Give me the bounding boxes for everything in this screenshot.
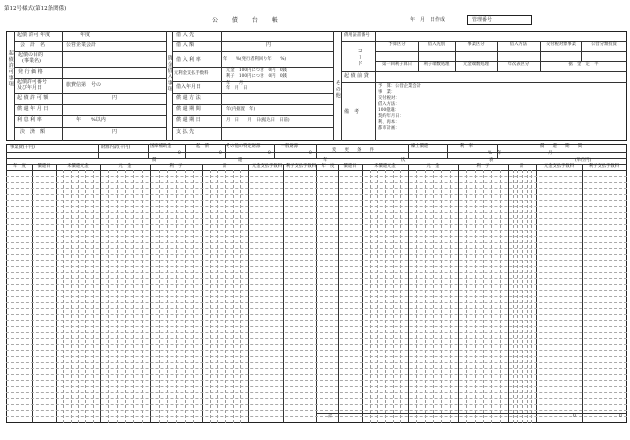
grid-row-line: [6, 206, 627, 207]
th-kisai: 起 債: [196, 144, 209, 149]
shoukan-kijitsu-value[interactable]: 月 日 月 日(据込日 日前): [226, 118, 290, 123]
grid-col-line: [458, 164, 459, 423]
grid-col-line: [56, 164, 57, 423]
grid-row-line: [6, 182, 627, 183]
total-value-2[interactable]: 0: [619, 414, 622, 419]
grid-row-line: [6, 236, 627, 237]
date-line: 年 月 日作成: [410, 17, 446, 23]
code-header-2: 借入先別: [427, 42, 446, 47]
hv-sonota[interactable]: 0: [268, 151, 271, 156]
kariire-riritsu-label: 借 入 利 率: [176, 57, 201, 63]
kariire-date-value-2[interactable]: 年 月 日: [226, 86, 248, 91]
col-rishi-r: 利 子: [476, 164, 490, 169]
shoukan-kikan-value[interactable]: 年(内据置 年): [226, 107, 256, 112]
grid-row-line: [6, 398, 627, 399]
gankin-label: 元利金支払手数料: [174, 71, 209, 76]
bikou-line-8: 都市計画：: [378, 126, 400, 131]
kariire-date-value[interactable]: 年 月: [226, 81, 244, 86]
th-zaigen: 財源内訳(千円): [101, 145, 131, 150]
grid-col-line: [202, 164, 203, 423]
code-header-3: 事業区分: [467, 42, 485, 47]
col-gankin-l: 元 金: [118, 164, 132, 169]
grid-row-line: [6, 188, 627, 189]
code-header-5: 交付税対象事業: [545, 42, 577, 47]
gankin-line-2[interactable]: 利子 100円につき 0円 0銭: [226, 74, 287, 79]
sub-nen: 年: [323, 158, 328, 163]
grid-col-line: [582, 164, 583, 423]
kessai-label: 決 済 額: [20, 129, 46, 135]
grid-col-line: [536, 164, 537, 423]
grid-row-line: [6, 386, 627, 387]
bikou-line-5: 100億違：: [378, 108, 400, 113]
col-kei-l: 計: [222, 164, 228, 169]
code-row2-header-4: 年次表区分: [507, 62, 530, 67]
unit-note: (単位円): [575, 158, 592, 163]
col-rishi-l: 利 子: [169, 164, 183, 169]
code-header-1: 予算区分: [388, 42, 406, 47]
grid-col-line: [283, 164, 284, 423]
kariire-date-label: 借入年月日: [176, 84, 202, 90]
code-header-6: 公営分類投資: [591, 42, 617, 47]
bikou-line-6: 契約年月日：: [378, 114, 404, 119]
grid-col-line: [316, 164, 317, 423]
risoku-value[interactable]: 年 %以内: [76, 117, 106, 123]
kyoka-bango-value[interactable]: 旅費信第 号の: [66, 82, 102, 88]
grid-row-line: [6, 344, 627, 345]
grid-row-line: [6, 380, 627, 381]
code-row2-header-3: 元金端数処理: [463, 62, 489, 67]
th-ippan: 一般財源: [281, 144, 299, 149]
code-row2-header-1: 第一回利子算日: [381, 62, 413, 67]
grid-row-line: [6, 254, 627, 255]
th-kokko: 国庫補助金: [150, 144, 172, 149]
grid-row-line: [6, 368, 627, 369]
grid-row-line: [6, 332, 627, 333]
side-other-label: その他: [334, 80, 341, 99]
sub-shou: 償: [152, 158, 157, 163]
grid-row-line: [6, 302, 627, 303]
kaikei-value[interactable]: 公営企業会計: [66, 42, 97, 48]
kariire-gaku-unit: 円: [266, 42, 272, 48]
risoku-label: 利 息 利 率: [17, 117, 42, 123]
hv-month: 月: [548, 151, 553, 156]
grid-row-line: [6, 326, 627, 327]
col-gankin-fee-l: 元金支払手数料: [251, 164, 283, 169]
kyoka-bango-label-2: 及び年月日: [17, 85, 43, 91]
kariire-saki-label: 借 入 先: [176, 32, 195, 38]
grid-row-line: [6, 416, 627, 417]
grid-col-line: [408, 164, 409, 423]
grid-row-line: [6, 290, 627, 291]
grid-col-line: [338, 164, 339, 423]
kisai-gaku-label: 起 債 許 可 額: [17, 95, 49, 101]
total-label: 計: [328, 414, 333, 419]
th-henko: 変 更 条 件: [332, 148, 377, 153]
kisai-mae-label: 起 債 前 貸: [344, 73, 369, 79]
col-nendo-l: 年 度: [13, 164, 26, 169]
kaikei-label: 会 計 名: [20, 42, 46, 48]
grid-row-line: [6, 362, 627, 363]
mokuteki-label-1: 起債の目的: [18, 52, 44, 58]
kariire-gaku-label: 借 入 額: [176, 42, 195, 48]
kyoka-bango-label-1: 起債許可番号: [17, 79, 48, 85]
shoukan-kijitsu-label: 償 還 期 日: [176, 117, 201, 123]
form-id: 第12号様式(第12条関係): [4, 6, 67, 12]
grid-row-line: [6, 218, 627, 219]
grid-row-line: [6, 356, 627, 357]
kariire-riritsu-value[interactable]: 年 %(発行者利回り年 %): [223, 57, 287, 62]
grid-col-line: [150, 164, 151, 423]
grid-row-line: [6, 284, 627, 285]
grid-row-line: [6, 404, 627, 405]
shiharai-label: 支 払 先: [176, 129, 195, 135]
grid-row-line: [6, 272, 627, 273]
grid-row-line: [6, 176, 627, 177]
grid-row-line: [6, 392, 627, 393]
hv-year: 年: [497, 151, 502, 156]
code-row2-header-5: 据 金 定 半: [568, 62, 599, 67]
shoukan-kikan-mid-label: 償 還 期 間: [176, 106, 201, 112]
hakko-kakaku-label: 発 行 価 格: [18, 69, 43, 75]
grid-row-line: [6, 200, 627, 201]
gankin-line-1[interactable]: 元金 100円につき 0円 0銭: [226, 68, 287, 73]
kisai-year-suffix: 年度: [80, 32, 91, 38]
hv-rate[interactable]: %: [488, 151, 493, 156]
col-rishi-fee-l: 利子支払手数料: [285, 164, 317, 169]
col-kei-r: 計: [519, 164, 525, 169]
bikou-line-4: 借入方法：: [378, 102, 400, 107]
col-mishoukan-l: 未償還元金: [67, 164, 89, 169]
sub-kan: 還: [238, 158, 243, 163]
mgmt-no-box[interactable]: [467, 15, 532, 25]
grid-col-line: [32, 164, 33, 423]
bikou-label: 備 考: [344, 109, 360, 115]
hv-ippan[interactable]: 0: [309, 151, 312, 156]
grid-row-line: [6, 374, 627, 375]
grid-row-line: [6, 248, 627, 249]
grid-col-line: [362, 164, 363, 423]
col-shoukanbi-l: 償還日: [37, 164, 51, 169]
grid-row-line: [6, 350, 627, 351]
grid-col-line: [508, 164, 509, 423]
grid-row-line: [6, 266, 627, 267]
page-title: 公 債 台 帳: [212, 17, 284, 24]
th-jigyohi: 事業費(千円): [10, 145, 35, 150]
shoukan-kikan-label: 償 還 年 月 日: [17, 106, 49, 112]
bikou-line-7: 利、再本：: [378, 120, 400, 125]
sub-tsugi: 次: [401, 158, 406, 163]
kisai-gaku-unit: 円: [112, 95, 118, 101]
code-side-label: コード: [356, 48, 363, 67]
middle-section-label: 資金借入事項: [166, 55, 173, 93]
grid-row-line: [6, 194, 627, 195]
grid-row-line: [6, 296, 627, 297]
th-sonota: その他の特定財源: [226, 144, 261, 149]
hv-kisai[interactable]: 0: [219, 151, 222, 156]
grid-col-line: [248, 164, 249, 423]
grid-row-line: [6, 224, 627, 225]
grid-col-line: [100, 164, 101, 423]
hv-kokko[interactable]: 0: [178, 151, 181, 156]
grid-row-line: [6, 230, 627, 231]
col-mishoukan-r: 未償還元金: [374, 164, 396, 169]
col-rishi-fee-r: 利子支払手数料: [588, 164, 620, 169]
col-gankin-r: 元 金: [426, 164, 440, 169]
code-header-4: 借入方法: [509, 42, 528, 47]
mokuteki-label-2: (事業名): [22, 58, 41, 64]
sub-hyo: 表: [489, 158, 494, 163]
grid-row-line: [6, 278, 627, 279]
th-kuriage: 繰上償還: [411, 144, 429, 149]
code-row2-header-2: 利子端数処理: [423, 62, 450, 67]
total-value-1[interactable]: 0: [573, 414, 576, 419]
shoukan-hoho-label: 償 還 方 法: [176, 95, 201, 101]
grid-row-line: [6, 410, 627, 411]
bikou-line-2: 事 業：: [378, 90, 396, 95]
bikou-line-3: 交付税対：: [378, 96, 400, 101]
col-gankin-fee-r: 元金支払手数料: [543, 164, 575, 169]
grid-row-line: [6, 338, 627, 339]
grid-row-line: [6, 320, 627, 321]
kisai-kyoka-label: 起債 許可 年度: [17, 32, 51, 38]
th-riritsu: 利 率: [460, 144, 473, 149]
col-nendo-r: 年 度: [321, 164, 335, 169]
grid-row-line: [6, 308, 627, 309]
grid-row-line: [6, 260, 627, 261]
grid-row-line: [6, 212, 627, 213]
bikou-line-1: 予 算：公営企業会計: [378, 84, 421, 89]
th-shoukan-kikan: 償 還 期 間: [540, 144, 585, 149]
mgmt-no-label: 管理番号: [472, 16, 493, 23]
grid-row-line: [6, 242, 627, 243]
left-section-label: 起債許可事項: [7, 50, 14, 88]
kessai-unit: 円: [112, 129, 118, 135]
grid-row-line: [6, 314, 627, 315]
saiken-kigo-label: 債用証書番号: [344, 33, 370, 38]
col-shoukanbi-r: 償還日: [343, 164, 357, 169]
